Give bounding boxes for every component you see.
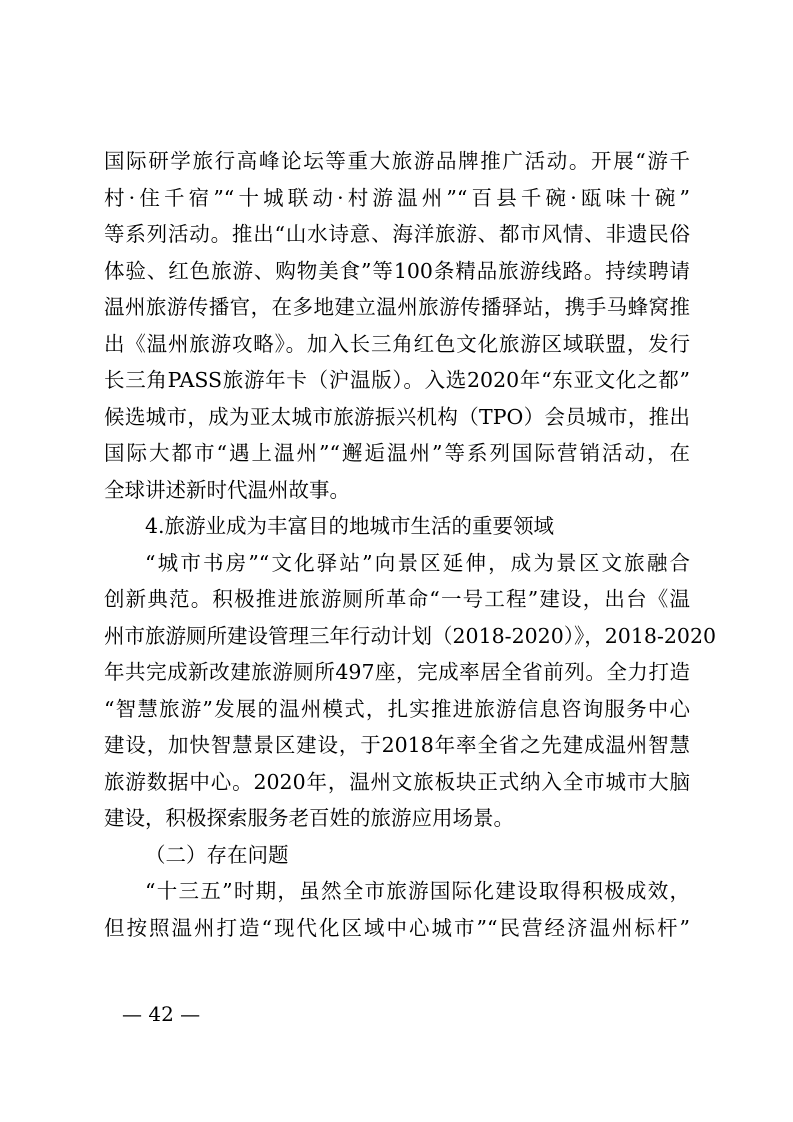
line-text: 体验、红色旅游、购物美食”等100条精品旅游线路。持续聘请	[104, 258, 690, 283]
line-text: 温州旅游传播官，在多地建立温州旅游传播驿站，携手马蜂窝推	[104, 295, 690, 319]
text-line	[104, 289, 690, 326]
text-line	[104, 654, 690, 691]
page-number: — 42 —	[122, 1002, 201, 1026]
line-text: 创新典范。积极推进旅游厕所革命“一号工程”建设，出台《温	[104, 587, 690, 611]
text-line	[104, 873, 690, 910]
text-line	[104, 764, 690, 801]
line-text: “城市书房”“文化驿站”向景区延伸，成为景区文旅融合	[145, 550, 690, 575]
line-text: 州市旅游厕所建设管理三年行动计划（2018-2020）》，2018-2020	[104, 623, 717, 648]
line-text: 建设，积极探索服务老百姓的旅游应用场景。	[104, 806, 514, 830]
heading-text: 4.旅游业成为丰富目的地城市生活的重要领域	[145, 514, 555, 538]
line-text: 长三角PASS旅游年卡（沪温版）。入选2020年“东亚文化之都”	[104, 368, 690, 392]
line-text: “十三五”时期，虽然全市旅游国际化建设取得积极成效，	[145, 879, 690, 903]
section-heading	[104, 837, 690, 874]
section-heading	[104, 508, 690, 545]
text-line	[104, 399, 690, 436]
text-line	[104, 180, 690, 217]
line-text: 全球讲述新时代温州故事。	[104, 477, 350, 502]
text-line	[104, 472, 690, 509]
text-line	[104, 362, 690, 399]
line-text: “智慧旅游”发展的温州模式，扎实推进旅游信息咨询服务中心	[104, 696, 690, 721]
text-line	[104, 253, 690, 290]
text-line	[104, 727, 690, 764]
text-line	[104, 910, 690, 947]
heading-text: （二）存在问题	[145, 842, 289, 867]
line-text: 等系列活动。推出“山水诗意、海洋旅游、都市风情、非遗民俗	[104, 222, 690, 246]
text-line	[104, 691, 690, 728]
text-line	[104, 435, 690, 472]
line-text: 旅游数据中心。2020年，温州文旅板块正式纳入全市城市大脑	[104, 769, 690, 794]
line-text: 出《温州旅游攻略》。加入长三角红色文化旅游区域联盟，发行	[104, 331, 690, 356]
text-line	[104, 800, 690, 837]
text-line	[104, 581, 690, 618]
line-text: 国际研学旅行高峰论坛等重大旅游品牌推广活动。开展“游千	[104, 149, 690, 173]
document-page	[104, 143, 717, 946]
text-line	[104, 326, 690, 363]
text-line	[104, 545, 690, 582]
line-text: 但按照温州打造“现代化区域中心城市”“民营经济温州标杆”	[104, 915, 690, 940]
line-text: 村·住千宿”“十城联动·村游温州”“百县千碗·瓯味十碗”	[104, 185, 690, 210]
line-text: 建设，加快智慧景区建设，于2018年率全省之先建成温州智慧	[104, 733, 690, 757]
line-text: 候选城市，成为亚太城市旅游振兴机构（TPO）会员城市，推出	[104, 404, 690, 429]
text-line	[104, 216, 690, 253]
text-line	[104, 618, 717, 655]
line-text: 国际大都市“遇上温州”“邂逅温州”等系列国际营销活动，在	[104, 441, 690, 465]
line-text: 年共完成新改建旅游厕所497座，完成率居全省前列。全力打造	[104, 660, 690, 684]
text-line	[104, 143, 690, 180]
